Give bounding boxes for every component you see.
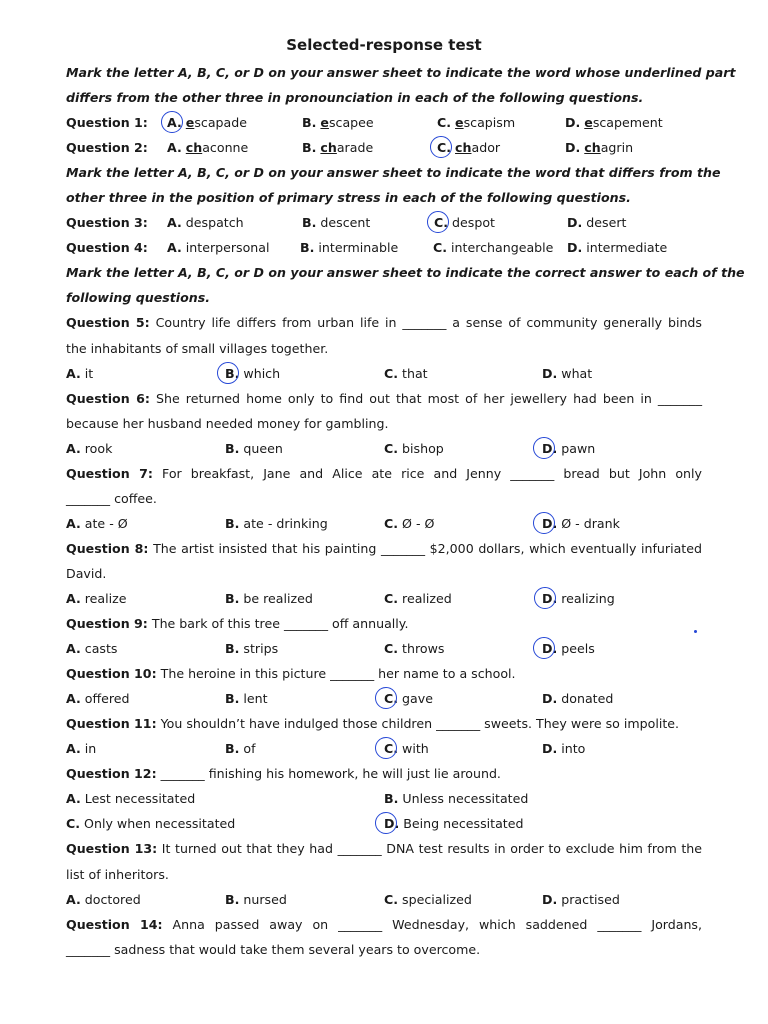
question-label: Question 3: (66, 215, 148, 231)
instruction-stress-line1: Mark the letter A, B, C, or D on your answer sheet to indicate the word that differs from the (66, 165, 721, 181)
answer-circle-mark (375, 687, 397, 709)
question-9-text: Question 9: The bark of this tree _______ off annually. (66, 616, 409, 632)
question-7-text-cont: _______ coffee. (66, 490, 157, 506)
option-b[interactable]: B. of (225, 741, 256, 757)
option-d[interactable]: D. practised (542, 891, 620, 907)
option-b[interactable]: B. descent (302, 215, 371, 231)
option-a[interactable]: A. Lest necessitated (66, 791, 196, 807)
option-a[interactable]: A. interpersonal (167, 240, 270, 256)
option-d[interactable]: D. realizing (542, 590, 615, 606)
option-d[interactable]: D. what (542, 365, 593, 381)
question-7-options (66, 511, 702, 536)
question-6-text-cont: because her husband needed money for gambling. (66, 415, 389, 431)
question-9-options (66, 636, 702, 661)
option-b[interactable]: B. interminable (300, 240, 399, 256)
option-b[interactable]: B. queen (225, 440, 283, 456)
option-a[interactable]: A. it (66, 365, 94, 381)
question-13-text: Question 13: It turned out that they had _______ DNA test results in order to exclude him from the (66, 841, 702, 857)
question-6-text: Question 6: She returned home only to find out that most of her jewellery had been in _______ (66, 390, 702, 406)
question-8-options (66, 586, 702, 611)
option-d[interactable]: D. pawn (542, 440, 596, 456)
option-d[interactable]: D. intermediate (567, 240, 668, 256)
option-d[interactable]: D. Ø - drank (542, 515, 620, 531)
option-d[interactable]: D. escapement (565, 115, 663, 131)
question-14-text-cont: _______ sadness that would take them several years to overcome. (66, 941, 481, 957)
question-10-options (66, 686, 702, 711)
page-title: Selected-response test (286, 36, 482, 54)
option-c[interactable]: C. specialized (384, 891, 472, 907)
answer-circle-mark (534, 587, 556, 609)
option-a[interactable]: A. rook (66, 440, 113, 456)
question-5-text-cont: the inhabitants of small villages together. (66, 340, 329, 356)
option-c[interactable]: C. with (384, 741, 429, 757)
instruction-pronunciation-line1: Mark the letter A, B, C, or D on your answer sheet to indicate the word whose underlined part (66, 65, 736, 80)
option-b[interactable]: B. ate - drinking (225, 515, 328, 531)
option-c[interactable]: C. chador (437, 140, 501, 156)
option-b[interactable]: B. nursed (225, 891, 287, 907)
option-b[interactable]: B. lent (225, 691, 268, 707)
question-14-text: Question 14: Anna passed away on _______ Wednesday, which saddened _______ Jordans, (66, 916, 702, 932)
question-13-options (66, 887, 702, 912)
question-8-text: Question 8: The artist insisted that his painting _______ $2,000 dollars, which eventually infuriated (66, 540, 702, 556)
option-a[interactable]: A. realize (66, 590, 127, 606)
question-label: Question 2: (66, 140, 148, 156)
option-d[interactable]: D. desert (567, 215, 627, 231)
option-a[interactable]: A. casts (66, 641, 118, 657)
question-12-text: Question 12: _______ finishing his homework, he will just lie around. (66, 766, 501, 782)
instruction-pronunciation-line2: differs from the other three in pronounciation in each of the following questions. (66, 90, 644, 106)
question-label: Question 1: (66, 115, 148, 131)
option-c[interactable]: C. realized (384, 590, 452, 606)
question-5-text: Question 5: Country life differs from urban life in _______ a sense of community generally binds (66, 315, 702, 331)
question-11-options (66, 736, 702, 761)
option-a[interactable]: A. despatch (167, 215, 244, 231)
question-2 (66, 135, 702, 160)
option-b[interactable]: B. which (225, 365, 281, 381)
question-12-options-ab (66, 786, 702, 811)
question-5-options (66, 361, 702, 386)
option-b[interactable]: B. strips (225, 641, 279, 657)
option-c[interactable]: C. despot (434, 215, 495, 231)
instruction-stress-line2: other three in the position of primary stress in each of the following questions. (66, 190, 631, 206)
test-page (66, 30, 745, 962)
option-d[interactable]: D. into (542, 741, 586, 757)
question-12-options-cd (66, 811, 702, 836)
option-c[interactable]: C. Only when necessitated (66, 816, 236, 832)
option-d[interactable]: D. donated (542, 691, 614, 707)
question-8-text-cont: David. (66, 565, 107, 581)
answer-circle-mark (161, 111, 183, 133)
question-6-options (66, 436, 702, 461)
answer-circle-mark (533, 437, 555, 459)
option-a[interactable]: A. in (66, 741, 97, 757)
option-a[interactable]: A. ate - Ø (66, 515, 128, 531)
option-c[interactable]: C. interchangeable (433, 240, 554, 256)
option-d[interactable]: D. chagrin (565, 140, 634, 156)
answer-circle-mark (430, 136, 452, 158)
option-c[interactable]: C. gave (384, 691, 433, 707)
answer-circle-mark (533, 512, 555, 534)
option-c[interactable]: C. escapism (437, 115, 516, 131)
option-d[interactable]: D. peels (542, 641, 595, 657)
question-11-text: Question 11: You shouldn’t have indulged those children _______ sweets. They were so impolite. (66, 716, 680, 732)
question-1 (66, 110, 702, 135)
option-a[interactable]: A. offered (66, 691, 130, 707)
question-label: Question 4: (66, 240, 148, 256)
option-b[interactable]: B. be realized (225, 590, 313, 606)
option-b[interactable]: B. escapee (302, 115, 374, 131)
option-c[interactable]: C. Ø - Ø (384, 515, 435, 531)
question-13-text-cont: list of inheritors. (66, 866, 169, 882)
answer-circle-mark (533, 637, 555, 659)
answer-circle-mark (217, 362, 239, 384)
question-4 (66, 235, 702, 260)
instruction-correct-line1: Mark the letter A, B, C, or D on your answer sheet to indicate the correct answer to each of the (66, 265, 745, 281)
question-7-text: Question 7: For breakfast, Jane and Alice ate rice and Jenny _______ bread but John only (66, 465, 702, 481)
option-a[interactable]: A. chaconne (167, 140, 249, 156)
question-3 (66, 210, 702, 235)
option-d[interactable]: D. Being necessitated (384, 816, 524, 832)
option-c[interactable]: C. throws (384, 641, 445, 657)
option-c[interactable]: C. that (384, 365, 428, 381)
question-10-text: Question 10: The heroine in this picture _______ her name to a school. (66, 666, 516, 682)
option-c[interactable]: C. bishop (384, 440, 444, 456)
instruction-correct-line2: following questions. (66, 290, 210, 306)
option-a[interactable]: A. escapade (167, 115, 247, 131)
option-a[interactable]: A. doctored (66, 891, 141, 907)
option-b[interactable]: B. Unless necessitated (384, 791, 529, 807)
option-b[interactable]: B. charade (302, 140, 374, 156)
